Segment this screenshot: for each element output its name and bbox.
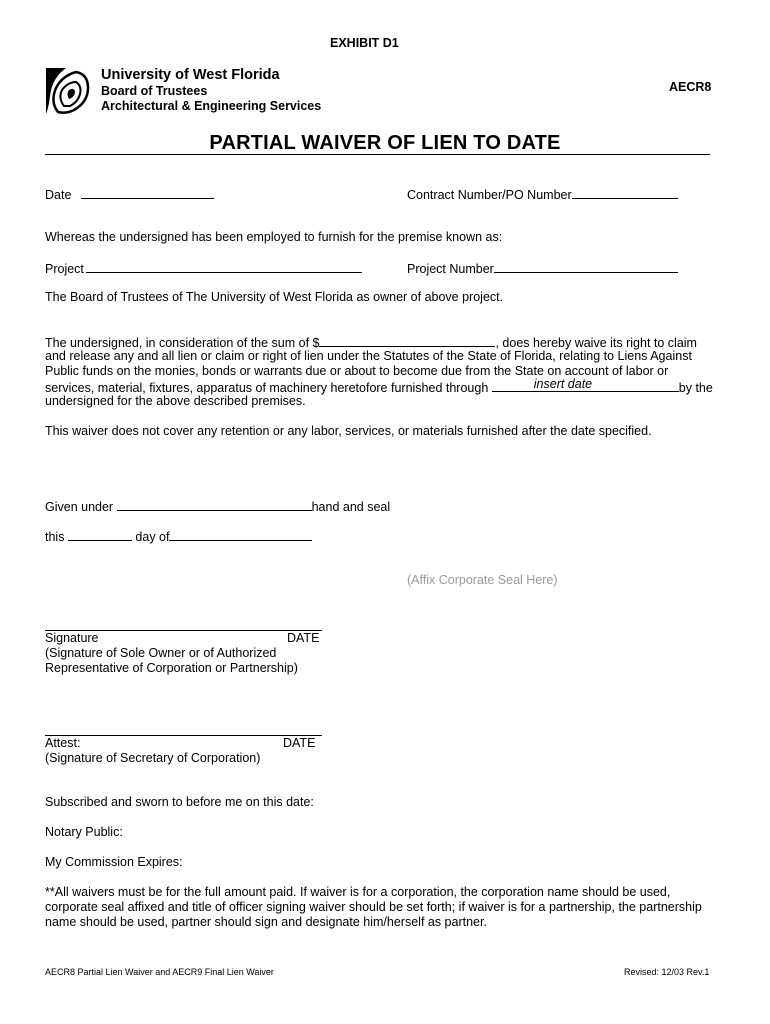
shell-logo-icon xyxy=(44,66,90,116)
given-under-blank[interactable] xyxy=(117,498,312,511)
consideration-text-4b: by the xyxy=(678,381,713,395)
given-under-label: Given under xyxy=(45,500,114,514)
commission-expires-label: My Commission Expires: xyxy=(45,855,183,869)
consideration-line-4 xyxy=(45,379,713,395)
org-sub2: Architectural & Engineering Services xyxy=(101,99,322,113)
attest-label: Attest: xyxy=(45,736,81,750)
exhibit-label: EXHIBIT D1 xyxy=(330,36,399,50)
contract-field[interactable] xyxy=(407,186,678,202)
day-field[interactable] xyxy=(45,528,312,544)
org-name: University of West Florida xyxy=(101,67,280,83)
given-under-field[interactable] xyxy=(45,498,390,514)
footer-right: Revised: 12/03 Rev.1 xyxy=(624,967,710,977)
footnote-line-3: name should be used, partner should sign and designate him/herself as partner. xyxy=(45,915,487,929)
project-number-label: Project Number xyxy=(407,262,494,276)
whereas-text: Whereas the undersigned has been employed to furnish for the premise known as: xyxy=(45,230,503,244)
signature-note-2: Representative of Corporation or Partnership) xyxy=(45,661,298,675)
date-label: Date xyxy=(45,188,72,202)
this-label: this xyxy=(45,530,65,544)
sum-blank[interactable] xyxy=(319,334,495,347)
date-field[interactable] xyxy=(45,186,214,202)
project-blank[interactable] xyxy=(86,260,362,273)
consideration-text-1: The undersigned, in consideration of the sum of $ xyxy=(45,336,320,350)
project-number-field[interactable] xyxy=(407,260,678,276)
consideration-text-4a: services, material, fixtures, apparatus of machinery heretofore furnished through xyxy=(45,381,489,395)
form-code: AECR8 xyxy=(669,80,712,94)
day-of-label: day of xyxy=(135,530,170,544)
document-title: PARTIAL WAIVER OF LIEN TO DATE xyxy=(209,132,561,154)
footer-left: AECR8 Partial Lien Waiver and AECR9 Final Lien Waiver xyxy=(45,967,274,977)
project-label: Project xyxy=(45,262,84,276)
footnote-line-2: corporate seal affixed and title of officer signing waiver should be set forth; if waiver is for a partnership, the partnership xyxy=(45,900,702,914)
footnote-line-1: **All waivers must be for the full amount paid. If waiver is for a corporation, the corporation name should be used, xyxy=(45,885,671,899)
consideration-line-1 xyxy=(45,334,697,350)
through-date-blank[interactable] xyxy=(492,379,679,392)
attest-date-label: DATE xyxy=(283,736,316,750)
project-number-blank[interactable] xyxy=(494,260,678,273)
signature-note-1: (Signature of Sole Owner or of Authorized xyxy=(45,646,277,660)
exclusion-text: This waiver does not cover any retention or any labor, services, or materials furnished after the date specified. xyxy=(45,424,652,438)
hand-and-seal-label: hand and seal xyxy=(311,500,391,514)
insert-date-placeholder: insert date xyxy=(533,377,593,391)
consideration-line-2: and release any and all lien or claim or right of lien under the Statutes of the State of Florida, relating to Liens Against xyxy=(45,349,692,363)
month-blank[interactable] xyxy=(169,528,312,541)
attest-note: (Signature of Secretary of Corporation) xyxy=(45,751,261,765)
consideration-text-1b: , does hereby waive its right to claim xyxy=(495,336,697,350)
board-statement: The Board of Trustees of The University of West Florida as owner of above project. xyxy=(45,290,504,304)
date-blank[interactable] xyxy=(81,186,214,199)
title-rule xyxy=(45,154,710,155)
seal-note: (Affix Corporate Seal Here) xyxy=(407,573,558,587)
day-blank[interactable] xyxy=(68,528,132,541)
consideration-line-3: Public funds on the monies, bonds or warrants due or about to become due from the State on account of labor or xyxy=(45,364,669,378)
signature-date-label: DATE xyxy=(287,631,320,645)
attest-line[interactable] xyxy=(45,735,322,736)
signature-label: Signature xyxy=(45,631,99,645)
org-sub1: Board of Trustees xyxy=(101,84,208,98)
notary-public-label: Notary Public: xyxy=(45,825,123,839)
sworn-text: Subscribed and sworn to before me on this date: xyxy=(45,795,314,809)
contract-blank[interactable] xyxy=(572,186,678,199)
project-field[interactable] xyxy=(45,260,362,276)
consideration-line-5: undersigned for the above described premises. xyxy=(45,394,306,408)
contract-label: Contract Number/PO Number xyxy=(407,188,572,202)
